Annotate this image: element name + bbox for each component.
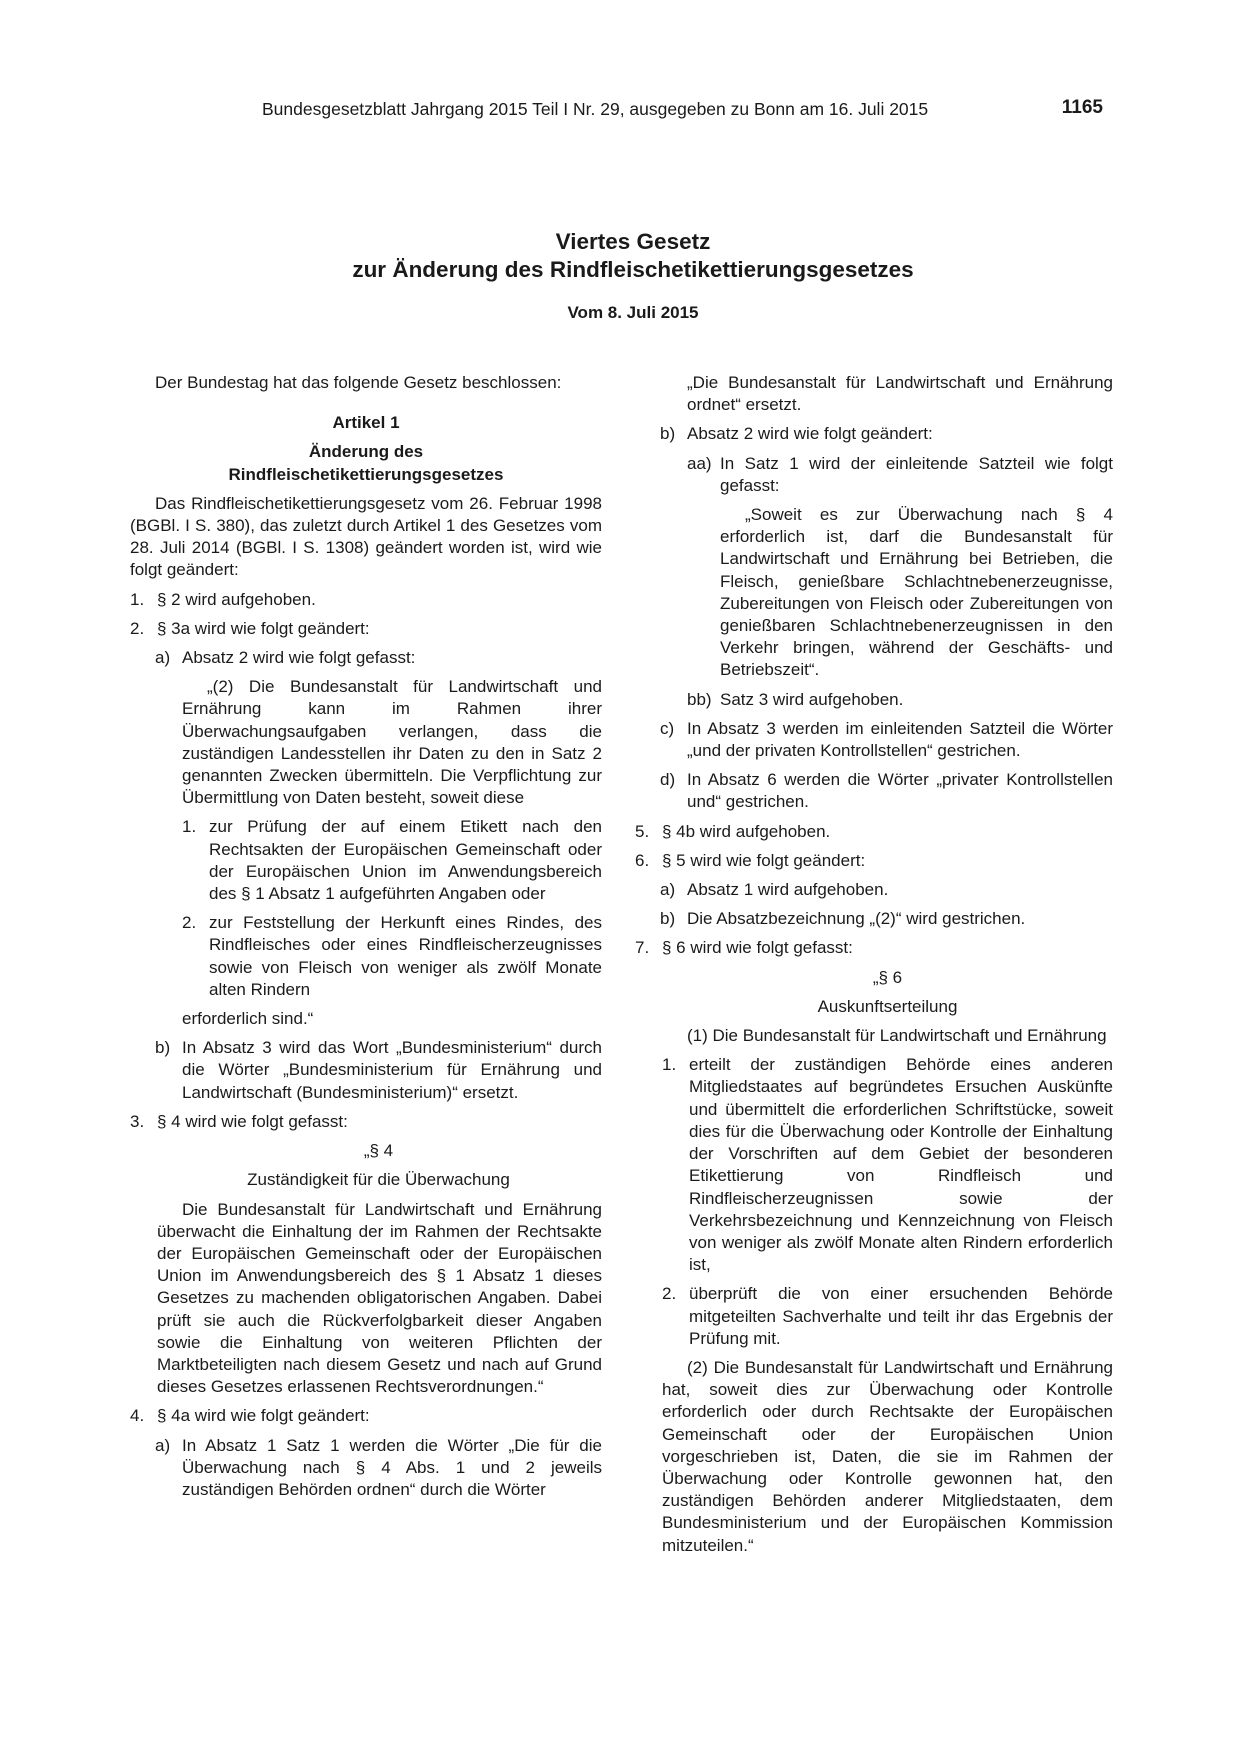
item-text: erteilt der zuständigen Behörde eines anderen Mitgliedstaates auf begründetes Ersuchen Auskünfte und übermittelt die erforderlichen Schriftstücke, soweit dies für die Überwachung oder Kontrolle der Einhaltung der Vorschriften auf dem Gebiet der besonderen Etikettierung von Rindfleisch und Rindfleischerzeugnissen sowie der Verkehrsbezeichnung und Kennzeichnung von Fleisch von weniger als zwölf Monate alten Rindern erforderlich ist, xyxy=(689,1055,1113,1275)
title-line-2: zur Änderung des Rindfleischetikettierungsgesetzes xyxy=(352,257,914,282)
item-number: 2. xyxy=(130,618,145,638)
article-heading-1: Änderung des xyxy=(308,442,424,462)
item-number: 1. xyxy=(662,1055,677,1075)
list-item xyxy=(635,937,1113,959)
article-heading-2: Rindfleischetikettierungsgesetzes xyxy=(228,464,504,484)
list-item xyxy=(130,1405,602,1427)
item-letter: b) xyxy=(660,909,676,929)
right-column xyxy=(635,372,1113,1557)
quote-end: erforderlich sind.“ xyxy=(182,1009,314,1029)
left-column xyxy=(130,372,602,1501)
quoted-paragraph: „Soweit es zur Überwachung nach § 4 erforderlich ist, darf die Bundesanstalt für Landwirtschaft und Ernährung bei Betrieben, die Fleisch, genießbare Schlachtnebenerzeugnisse, Zubereitungen von Fleisch oder Zubereitungen von genießbaren Schlachtnebenerzeugnissen in den Verkehr bringen, während der Geschäfts- und Betriebszeit“. xyxy=(720,505,1113,680)
item-letter: b) xyxy=(660,424,676,444)
list-item xyxy=(635,821,1113,843)
preamble: Der Bundestag hat das folgende Gesetz beschlossen: xyxy=(155,373,562,392)
article-title: Artikel 1 xyxy=(332,413,400,433)
item-text: In Absatz 6 werden die Wörter „privater Kontrollstellen und“ gestrichen. xyxy=(687,770,1113,812)
section-title: „§ 6 xyxy=(872,967,903,987)
item-text: § 2 wird aufgehoben. xyxy=(157,589,316,609)
quoted-paragraph: „(2) Die Bundesanstalt für Landwirtschaft und Ernährung kann im Rahmen ihrer Überwachungsaufgaben verlangen, dass die zuständigen Landesstellen ihr Daten zu den in Satz 2 genannten Zwecken übermitteln. Die Verpflichtung zur Übermittlung von Daten besteht, soweit diese xyxy=(182,677,602,808)
list-item xyxy=(155,1037,602,1104)
list-item xyxy=(182,912,602,1001)
list-item xyxy=(660,718,1113,762)
list-item xyxy=(155,1435,602,1502)
continued-text: „Die Bundesanstalt für Landwirtschaft und Ernährung ordnet“ ersetzt. xyxy=(687,373,1113,415)
item-text: In Satz 1 wird der einleitende Satzteil wie folgt gefasst: xyxy=(720,453,1113,495)
item-text: In Absatz 3 wird das Wort „Bundesministerium“ durch die Wörter „Bundesministerium für Ernährung und Landwirtschaft (Bundesministerium)“ ersetzt. xyxy=(182,1038,602,1102)
item-number: 7. xyxy=(635,938,650,958)
item-number: 3. xyxy=(130,1111,145,1131)
item-letter: bb) xyxy=(687,689,712,709)
section-text: (2) Die Bundesanstalt für Landwirtschaft und Ernährung hat, soweit dies zur Überwachung oder Kontrolle erforderlich oder durch Rechtsakte der Europäischen Gemeinschaft oder der Europäischen Union vorgeschrieben ist, Daten, die sie im Rahmen der Überwachung oder Kontrolle gewonnen hat, den zuständigen Behörden anderer Mitgliedstaaten, dem Bundesministerium und der Europäischen Kommission mitzuteilen.“ xyxy=(662,1357,1113,1555)
item-text: überprüft die von einer ersuchenden Behörde mitgeteilten Sachverhalte und teilt ihr das Ergebnis der Prüfung mit. xyxy=(689,1284,1113,1348)
list-item xyxy=(662,1054,1113,1276)
list-item xyxy=(662,1283,1113,1350)
item-text: Absatz 1 wird aufgehoben. xyxy=(687,880,889,900)
item-text: § 3a wird wie folgt geändert: xyxy=(157,618,370,638)
item-number: 5. xyxy=(635,821,650,841)
law-date: Vom 8. Juli 2015 xyxy=(567,303,699,322)
item-letter: a) xyxy=(155,648,171,668)
list-item xyxy=(130,1111,602,1133)
item-text: Absatz 2 wird wie folgt geändert: xyxy=(687,424,933,444)
item-text: § 4b wird aufgehoben. xyxy=(662,821,831,841)
item-letter: b) xyxy=(155,1038,171,1058)
item-number: 6. xyxy=(635,850,650,870)
item-number: 4. xyxy=(130,1406,145,1426)
item-text: § 4 wird wie folgt gefasst: xyxy=(157,1111,348,1131)
item-text: In Absatz 3 werden im einleitenden Satzteil die Wörter „und der privaten Kontrollstellen“ gestrichen. xyxy=(687,718,1113,761)
title-line-1: Viertes Gesetz xyxy=(555,229,711,254)
list-item xyxy=(155,647,602,669)
section-title: „§ 4 xyxy=(363,1141,394,1161)
list-item xyxy=(660,423,1113,445)
item-letter: aa) xyxy=(687,453,712,473)
page-number: 1165 xyxy=(1061,97,1103,118)
item-text: Absatz 2 wird wie folgt gefasst: xyxy=(182,648,416,668)
item-text: Satz 3 wird aufgehoben. xyxy=(720,689,904,709)
item-number: 1. xyxy=(182,817,197,837)
item-number: 2. xyxy=(662,1284,677,1304)
item-number: 2. xyxy=(182,913,197,933)
item-number: 1. xyxy=(130,589,145,609)
item-letter: d) xyxy=(660,770,676,790)
list-item xyxy=(660,879,1113,901)
article-intro: Das Rindfleischetikettierungsgesetz vom 26. Februar 1998 (BGBl. I S. 380), das zuletzt durch Artikel 1 des Gesetzes vom 28. Juli 2014 (BGBl. I S. 1308) geändert worden ist, wird wie folgt geändert: xyxy=(130,493,602,580)
list-item xyxy=(635,850,1113,872)
list-item xyxy=(660,769,1113,813)
list-item xyxy=(182,816,602,905)
document-title xyxy=(0,228,1241,323)
list-item xyxy=(130,589,602,611)
list-item xyxy=(660,908,1113,930)
item-letter: a) xyxy=(660,880,676,900)
item-text: Die Absatzbezeichnung „(2)“ wird gestrichen. xyxy=(687,909,1026,929)
item-text: § 4a wird wie folgt geändert: xyxy=(157,1406,370,1426)
section-heading: Auskunftserteilung xyxy=(817,996,958,1016)
list-item xyxy=(687,453,1113,497)
item-text: zur Prüfung der auf einem Etikett nach den Rechtsakten der Europäischen Gemeinschaft oder der Europäischen Union im Anwendungsbereich des § 1 Absatz 1 aufgeführten Angaben oder xyxy=(209,817,602,904)
item-letter: c) xyxy=(660,718,675,738)
section-text: Die Bundesanstalt für Landwirtschaft und Ernährung überwacht die Einhaltung der im Rahmen der Rechtsakte der Europäischen Gemeinschaft oder der Europäischen Union im Anwendungsbereich des § 1 Absatz 1 dieses Gesetzes zu machenden obligatorischen Angaben. Dabei prüft sie auch die Rückverfolgbarkeit dieser Angaben sowie die Einhaltung von weiteren Pflichten der Marktbeteiligten nach diesem Gesetz und nach auf Grund dieses Gesetzes erlassenen Rechtsverordnungen.“ xyxy=(157,1199,602,1397)
section-heading: Zuständigkeit für die Überwachung xyxy=(247,1170,510,1190)
section-text: (1) Die Bundesanstalt für Landwirtschaft und Ernährung xyxy=(687,1026,1107,1046)
item-text: § 6 wird wie folgt gefasst: xyxy=(662,938,853,958)
item-text: § 5 wird wie folgt geändert: xyxy=(662,850,866,870)
list-item xyxy=(130,618,602,640)
item-text: zur Feststellung der Herkunft eines Rindes, des Rindfleisches oder eines Rindfleischerzeugnisses sowie von Fleisch von weniger als zwölf Monate alten Rindern xyxy=(209,913,602,999)
running-header: Bundesgesetzblatt Jahrgang 2015 Teil I Nr. 29, ausgegeben zu Bonn am 16. Juli 2015 xyxy=(262,99,929,119)
list-item xyxy=(687,689,1113,711)
item-text: In Absatz 1 Satz 1 werden die Wörter „Die für die Überwachung nach § 4 Abs. 1 und 2 jeweils zuständigen Behörden ordnen“ durch die Wörter xyxy=(182,1435,602,1499)
item-letter: a) xyxy=(155,1435,171,1455)
